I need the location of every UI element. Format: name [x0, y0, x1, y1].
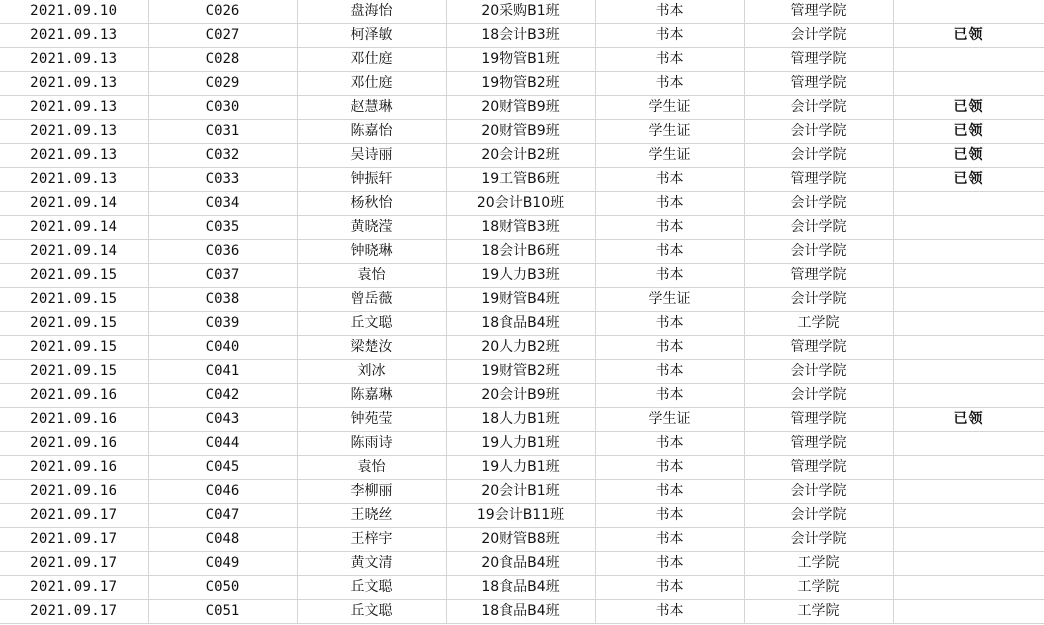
- cell-college[interactable]: 会计学院: [744, 384, 893, 408]
- cell-item[interactable]: 书本: [595, 48, 744, 72]
- cell-name[interactable]: 刘冰: [297, 360, 446, 384]
- cell-name[interactable]: 邓仕庭: [297, 48, 446, 72]
- cell-name[interactable]: 陈嘉怡: [297, 120, 446, 144]
- cell-status[interactable]: [893, 528, 1044, 552]
- cell-class[interactable]: 19人力B1班: [446, 456, 595, 480]
- cell-date[interactable]: 2021.09.14: [0, 240, 148, 264]
- cell-college[interactable]: 会计学院: [744, 144, 893, 168]
- cell-status[interactable]: [893, 240, 1044, 264]
- cell-name[interactable]: 曾岳薇: [297, 288, 446, 312]
- cell-item[interactable]: 学生证: [595, 288, 744, 312]
- cell-class[interactable]: 18食品B4班: [446, 312, 595, 336]
- cell-date[interactable]: 2021.09.15: [0, 336, 148, 360]
- table-row: [0, 72, 1044, 96]
- cell-date[interactable]: 2021.09.15: [0, 264, 148, 288]
- cell-code[interactable]: C034: [148, 192, 297, 216]
- cell-item[interactable]: 书本: [595, 384, 744, 408]
- cell-code[interactable]: C048: [148, 528, 297, 552]
- cell-college[interactable]: 会计学院: [744, 120, 893, 144]
- cell-name[interactable]: 李柳丽: [297, 480, 446, 504]
- cell-class[interactable]: 19会计B11班: [446, 504, 595, 528]
- table-row: [0, 432, 1044, 456]
- cell-name[interactable]: 陈嘉琳: [297, 384, 446, 408]
- cell-code[interactable]: C031: [148, 120, 297, 144]
- cell-class[interactable]: 18食品B4班: [446, 600, 595, 624]
- table-row: [0, 240, 1044, 264]
- cell-item[interactable]: 学生证: [595, 96, 744, 120]
- cell-college[interactable]: 会计学院: [744, 216, 893, 240]
- cell-code[interactable]: C039: [148, 312, 297, 336]
- cell-name[interactable]: 杨秋怡: [297, 192, 446, 216]
- table-row: [0, 48, 1044, 72]
- cell-date[interactable]: 2021.09.14: [0, 216, 148, 240]
- cell-status[interactable]: [893, 576, 1044, 600]
- cell-college[interactable]: 会计学院: [744, 96, 893, 120]
- cell-item[interactable]: 书本: [595, 528, 744, 552]
- cell-college[interactable]: 管理学院: [744, 336, 893, 360]
- cell-status[interactable]: [893, 504, 1044, 528]
- cell-class[interactable]: 18人力B1班: [446, 408, 595, 432]
- cell-code[interactable]: C028: [148, 48, 297, 72]
- cell-date[interactable]: 2021.09.15: [0, 360, 148, 384]
- table-row: [0, 480, 1044, 504]
- table-row: [0, 336, 1044, 360]
- cell-college[interactable]: 会计学院: [744, 24, 893, 48]
- cell-class[interactable]: 18财管B3班: [446, 216, 595, 240]
- cell-item[interactable]: 书本: [595, 456, 744, 480]
- cell-code[interactable]: C045: [148, 456, 297, 480]
- cell-status[interactable]: [893, 288, 1044, 312]
- cell-class[interactable]: 19人力B3班: [446, 264, 595, 288]
- cell-code[interactable]: C047: [148, 504, 297, 528]
- cell-date[interactable]: 2021.09.17: [0, 504, 148, 528]
- cell-date[interactable]: 2021.09.13: [0, 96, 148, 120]
- cell-item[interactable]: 书本: [595, 0, 744, 24]
- cell-status[interactable]: [893, 48, 1044, 72]
- cell-date[interactable]: 2021.09.17: [0, 600, 148, 624]
- cell-class[interactable]: 18会计B3班: [446, 24, 595, 48]
- cell-status[interactable]: 已领: [893, 408, 1044, 432]
- cell-college[interactable]: 工学院: [744, 552, 893, 576]
- cell-status[interactable]: [893, 360, 1044, 384]
- cell-name[interactable]: 邓仕庭: [297, 72, 446, 96]
- cell-status[interactable]: [893, 216, 1044, 240]
- cell-class[interactable]: 20财管B9班: [446, 96, 595, 120]
- cell-status[interactable]: [893, 480, 1044, 504]
- cell-class[interactable]: 20会计B2班: [446, 144, 595, 168]
- cell-date[interactable]: 2021.09.13: [0, 24, 148, 48]
- cell-date[interactable]: 2021.09.16: [0, 456, 148, 480]
- table-row: [0, 96, 1044, 120]
- cell-item[interactable]: 书本: [595, 72, 744, 96]
- cell-date[interactable]: 2021.09.17: [0, 576, 148, 600]
- cell-code[interactable]: C032: [148, 144, 297, 168]
- cell-code[interactable]: C044: [148, 432, 297, 456]
- cell-college[interactable]: 管理学院: [744, 168, 893, 192]
- cell-college[interactable]: 管理学院: [744, 456, 893, 480]
- cell-name[interactable]: 黄文清: [297, 552, 446, 576]
- cell-name[interactable]: 丘文聪: [297, 312, 446, 336]
- cell-code[interactable]: C038: [148, 288, 297, 312]
- cell-item[interactable]: 书本: [595, 192, 744, 216]
- cell-item[interactable]: 书本: [595, 432, 744, 456]
- cell-date[interactable]: 2021.09.14: [0, 192, 148, 216]
- cell-class[interactable]: 20会计B1班: [446, 480, 595, 504]
- cell-college[interactable]: 会计学院: [744, 480, 893, 504]
- cell-name[interactable]: 黄晓滢: [297, 216, 446, 240]
- cell-class[interactable]: 20财管B9班: [446, 120, 595, 144]
- table-row: [0, 0, 1044, 24]
- cell-status[interactable]: [893, 456, 1044, 480]
- table-row: [0, 408, 1044, 432]
- cell-class[interactable]: 18食品B4班: [446, 576, 595, 600]
- cell-item[interactable]: 书本: [595, 312, 744, 336]
- cell-code[interactable]: C049: [148, 552, 297, 576]
- cell-code[interactable]: C026: [148, 0, 297, 24]
- table-row: [0, 360, 1044, 384]
- table-row: [0, 24, 1044, 48]
- table-row: [0, 576, 1044, 600]
- cell-status[interactable]: 已领: [893, 120, 1044, 144]
- cell-college[interactable]: 管理学院: [744, 264, 893, 288]
- cell-college[interactable]: 工学院: [744, 312, 893, 336]
- table-row: [0, 264, 1044, 288]
- cell-college[interactable]: 会计学院: [744, 288, 893, 312]
- cell-class[interactable]: 19财管B2班: [446, 360, 595, 384]
- cell-date[interactable]: 2021.09.15: [0, 288, 148, 312]
- cell-name[interactable]: 钟晓琳: [297, 240, 446, 264]
- cell-date[interactable]: 2021.09.16: [0, 408, 148, 432]
- cell-status[interactable]: [893, 0, 1044, 24]
- cell-status[interactable]: [893, 192, 1044, 216]
- cell-code[interactable]: C051: [148, 600, 297, 624]
- cell-college[interactable]: 管理学院: [744, 408, 893, 432]
- cell-college[interactable]: 工学院: [744, 600, 893, 624]
- cell-class[interactable]: 19工管B6班: [446, 168, 595, 192]
- cell-name[interactable]: 丘文聪: [297, 600, 446, 624]
- cell-code[interactable]: C036: [148, 240, 297, 264]
- cell-college[interactable]: 管理学院: [744, 0, 893, 24]
- cell-item[interactable]: 书本: [595, 576, 744, 600]
- cell-code[interactable]: C029: [148, 72, 297, 96]
- cell-name[interactable]: 钟振轩: [297, 168, 446, 192]
- cell-code[interactable]: C050: [148, 576, 297, 600]
- cell-date[interactable]: 2021.09.15: [0, 312, 148, 336]
- cell-code[interactable]: C033: [148, 168, 297, 192]
- cell-code[interactable]: C027: [148, 24, 297, 48]
- cell-status[interactable]: 已领: [893, 168, 1044, 192]
- cell-item[interactable]: 书本: [595, 240, 744, 264]
- cell-status[interactable]: 已领: [893, 144, 1044, 168]
- cell-college[interactable]: 会计学院: [744, 360, 893, 384]
- cell-college[interactable]: 工学院: [744, 576, 893, 600]
- cell-status[interactable]: [893, 336, 1044, 360]
- cell-code[interactable]: C042: [148, 384, 297, 408]
- cell-date[interactable]: 2021.09.17: [0, 528, 148, 552]
- cell-item[interactable]: 书本: [595, 264, 744, 288]
- cell-class[interactable]: 20人力B2班: [446, 336, 595, 360]
- cell-item[interactable]: 学生证: [595, 144, 744, 168]
- cell-item[interactable]: 书本: [595, 24, 744, 48]
- cell-name[interactable]: 王梓宇: [297, 528, 446, 552]
- cell-date[interactable]: 2021.09.10: [0, 0, 148, 24]
- cell-name[interactable]: 陈雨诗: [297, 432, 446, 456]
- cell-college[interactable]: 会计学院: [744, 528, 893, 552]
- cell-name[interactable]: 袁怡: [297, 264, 446, 288]
- cell-item[interactable]: 书本: [595, 552, 744, 576]
- cell-item[interactable]: 学生证: [595, 408, 744, 432]
- cell-code[interactable]: C041: [148, 360, 297, 384]
- table-row: [0, 312, 1044, 336]
- cell-name[interactable]: 吴诗丽: [297, 144, 446, 168]
- cell-class[interactable]: 20采购B1班: [446, 0, 595, 24]
- cell-status[interactable]: [893, 264, 1044, 288]
- cell-name[interactable]: 赵慧琳: [297, 96, 446, 120]
- table-row: [0, 168, 1044, 192]
- cell-item[interactable]: 学生证: [595, 120, 744, 144]
- cell-date[interactable]: 2021.09.17: [0, 552, 148, 576]
- cell-item[interactable]: 书本: [595, 336, 744, 360]
- cell-date[interactable]: 2021.09.13: [0, 144, 148, 168]
- cell-status[interactable]: [893, 72, 1044, 96]
- cell-code[interactable]: C040: [148, 336, 297, 360]
- cell-status[interactable]: [893, 384, 1044, 408]
- cell-item[interactable]: 书本: [595, 360, 744, 384]
- table-row: [0, 192, 1044, 216]
- table-row: [0, 528, 1044, 552]
- cell-status[interactable]: 已领: [893, 24, 1044, 48]
- cell-college[interactable]: 会计学院: [744, 240, 893, 264]
- table-row: [0, 288, 1044, 312]
- cell-name[interactable]: 丘文聪: [297, 576, 446, 600]
- cell-name[interactable]: 盘海怡: [297, 0, 446, 24]
- cell-name[interactable]: 梁楚汝: [297, 336, 446, 360]
- table-row: [0, 552, 1044, 576]
- cell-date[interactable]: 2021.09.13: [0, 168, 148, 192]
- cell-item[interactable]: 书本: [595, 216, 744, 240]
- table-row: [0, 600, 1044, 624]
- table-row: [0, 216, 1044, 240]
- cell-date[interactable]: 2021.09.16: [0, 480, 148, 504]
- cell-class[interactable]: 19人力B1班: [446, 432, 595, 456]
- table-row: [0, 144, 1044, 168]
- cell-code[interactable]: C046: [148, 480, 297, 504]
- cell-code[interactable]: C043: [148, 408, 297, 432]
- cell-class[interactable]: 18会计B6班: [446, 240, 595, 264]
- cell-item[interactable]: 书本: [595, 504, 744, 528]
- cell-status[interactable]: [893, 432, 1044, 456]
- cell-code[interactable]: C037: [148, 264, 297, 288]
- cell-status[interactable]: [893, 552, 1044, 576]
- cell-date[interactable]: 2021.09.13: [0, 48, 148, 72]
- cell-class[interactable]: 20食品B4班: [446, 552, 595, 576]
- table-row: [0, 120, 1044, 144]
- cell-college[interactable]: 会计学院: [744, 504, 893, 528]
- cell-status[interactable]: [893, 600, 1044, 624]
- table-row: [0, 456, 1044, 480]
- cell-college[interactable]: 管理学院: [744, 48, 893, 72]
- cell-college[interactable]: 会计学院: [744, 192, 893, 216]
- cell-date[interactable]: 2021.09.16: [0, 432, 148, 456]
- cell-class[interactable]: 19物管B2班: [446, 72, 595, 96]
- cell-item[interactable]: 书本: [595, 480, 744, 504]
- cell-code[interactable]: C035: [148, 216, 297, 240]
- cell-status[interactable]: [893, 312, 1044, 336]
- table-row: [0, 504, 1044, 528]
- cell-code[interactable]: C030: [148, 96, 297, 120]
- cell-name[interactable]: 钟苑莹: [297, 408, 446, 432]
- cell-name[interactable]: 王晓丝: [297, 504, 446, 528]
- cell-class[interactable]: 19财管B4班: [446, 288, 595, 312]
- cell-status[interactable]: 已领: [893, 96, 1044, 120]
- cell-college[interactable]: 管理学院: [744, 72, 893, 96]
- table-row: [0, 384, 1044, 408]
- cell-item[interactable]: 书本: [595, 600, 744, 624]
- cell-class[interactable]: 20会计B10班: [446, 192, 595, 216]
- cell-name[interactable]: 袁怡: [297, 456, 446, 480]
- cell-date[interactable]: 2021.09.13: [0, 72, 148, 96]
- cell-class[interactable]: 20财管B8班: [446, 528, 595, 552]
- cell-class[interactable]: 19物管B1班: [446, 48, 595, 72]
- cell-item[interactable]: 书本: [595, 168, 744, 192]
- cell-name[interactable]: 柯泽敏: [297, 24, 446, 48]
- cell-date[interactable]: 2021.09.16: [0, 384, 148, 408]
- cell-class[interactable]: 20会计B9班: [446, 384, 595, 408]
- cell-college[interactable]: 管理学院: [744, 432, 893, 456]
- cell-date[interactable]: 2021.09.13: [0, 120, 148, 144]
